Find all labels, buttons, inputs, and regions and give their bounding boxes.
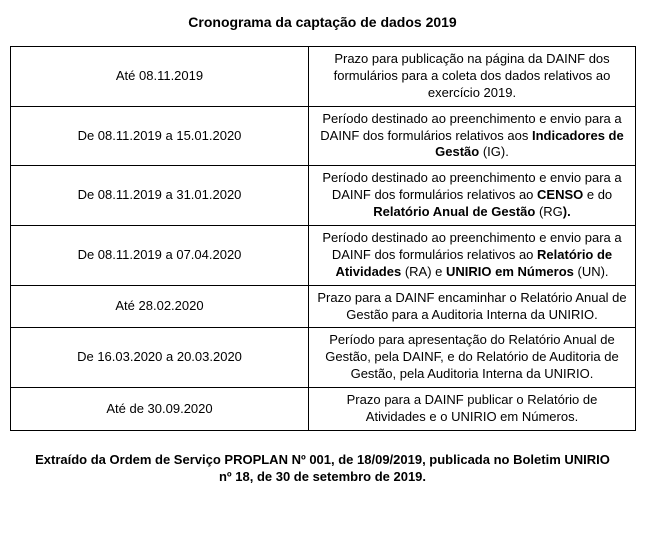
description-cell xyxy=(309,285,636,328)
description-segment: Prazo para a DAINF encaminhar o Relatório Anual de Gestão para a Auditoria Interna da UNIRIO. xyxy=(317,289,627,322)
table-row xyxy=(11,166,636,226)
date-cell: De 16.03.2020 a 20.03.2020 xyxy=(11,328,309,388)
description-cell xyxy=(309,328,636,388)
description-segment: Prazo para publicação na página da DAINF dos formulários para a coleta dos dados relativos ao exercício 2019. xyxy=(333,51,611,100)
description-segment: e do xyxy=(583,187,613,203)
description-segment: Período destinado ao preenchimento e envio para a DAINF dos formulários relativos aos xyxy=(320,110,622,143)
footer-note: Extraído da Ordem de Serviço PROPLAN Nº 001, de 18/09/2019, publicada no Boletim UNIRIO nº 18, de 30 de setembro de 2019. xyxy=(35,451,610,485)
description-bold-segment: Relatório Anual de Gestão xyxy=(373,204,536,220)
table-row xyxy=(11,285,636,328)
date-cell: Até 08.11.2019 xyxy=(11,47,309,107)
description-cell xyxy=(309,106,636,166)
date-cell: Até de 30.09.2020 xyxy=(11,388,309,431)
description-segment: (RG xyxy=(535,204,563,220)
description-segment: Prazo para a DAINF publicar o Relatório de Atividades e o UNIRIO em Números. xyxy=(346,392,598,425)
description-cell xyxy=(309,226,636,286)
description-segment: Período para apresentação do Relatório Anual de Gestão, pela DAINF, e do Relatório de Auditoria de Gestão, pela Auditoria Interna da UNIRIO. xyxy=(325,332,619,382)
description-bold-segment: Relatório de Atividades xyxy=(335,246,613,279)
table-row xyxy=(11,106,636,166)
schedule-table xyxy=(10,46,636,431)
date-cell: De 08.11.2019 a 07.04.2020 xyxy=(11,226,309,286)
description-bold-segment: UNIRIO em Números xyxy=(446,263,574,279)
description-bold-segment: ). xyxy=(562,204,571,220)
table-row xyxy=(11,47,636,107)
schedule-table-body xyxy=(11,47,636,431)
description-bold-segment: CENSO xyxy=(537,187,584,203)
description-cell xyxy=(309,166,636,226)
description-segment: (UN). xyxy=(573,263,609,279)
description-segment: Período destinado ao preenchimento e envio para a DAINF dos formulários relativos ao xyxy=(322,170,622,203)
page-title: Cronograma da captação de dados 2019 xyxy=(188,14,457,30)
description-segment: (IG). xyxy=(479,144,509,160)
table-row xyxy=(11,388,636,431)
description-segment: Período destinado ao preenchimento e envio para a DAINF dos formulários relativos ao xyxy=(322,230,622,262)
description-segment: (RA) e xyxy=(401,263,446,279)
table-row xyxy=(11,226,636,286)
table-row xyxy=(11,328,636,388)
date-cell: De 08.11.2019 a 31.01.2020 xyxy=(11,166,309,226)
description-bold-segment: Indicadores de Gestão xyxy=(435,127,624,160)
date-cell: Até 28.02.2020 xyxy=(11,285,309,328)
description-cell xyxy=(309,47,636,107)
date-cell: De 08.11.2019 a 15.01.2020 xyxy=(11,106,309,166)
description-cell xyxy=(309,388,636,431)
